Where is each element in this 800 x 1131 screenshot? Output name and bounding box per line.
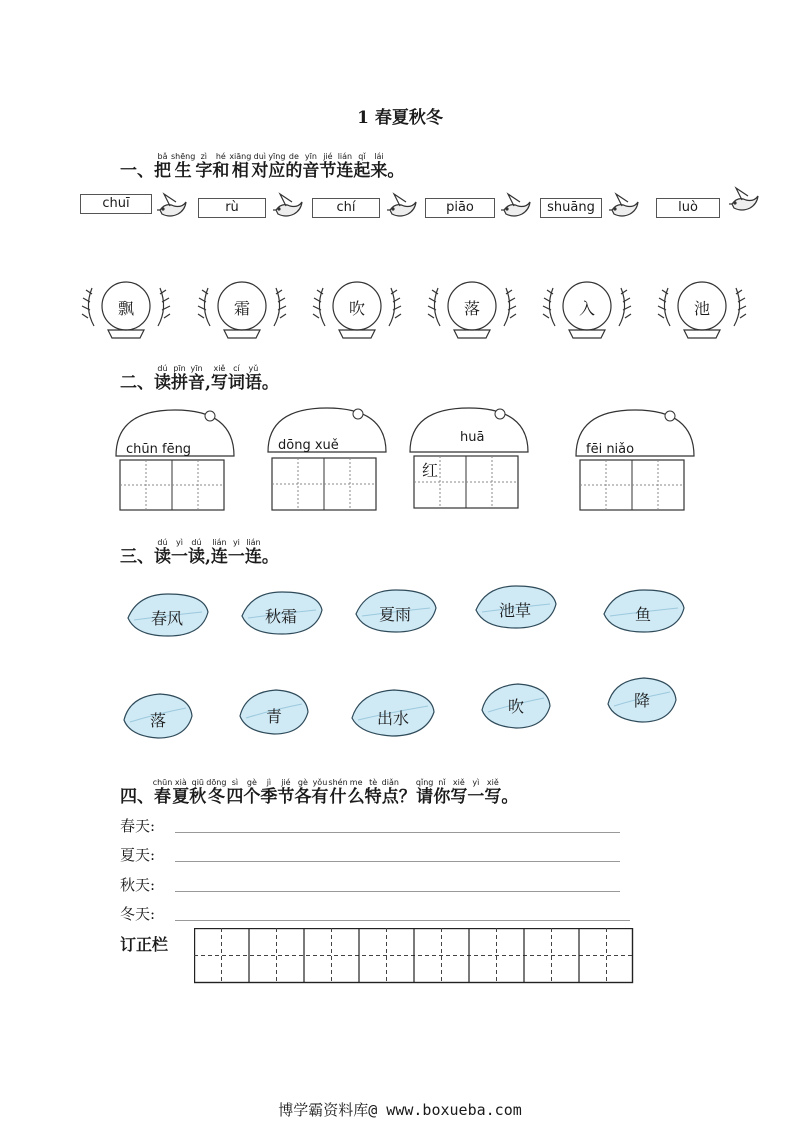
heading-pinyin: xiě	[450, 778, 468, 787]
heading-char: 秋qiū	[189, 778, 207, 807]
heading-char: 把bǎ	[154, 152, 171, 181]
correction-grid[interactable]	[194, 928, 634, 984]
heading-pinyin: me	[347, 778, 365, 787]
section-2-number: 二、	[120, 373, 154, 393]
heading-char: 各gè	[294, 778, 312, 807]
bird-icon	[496, 188, 536, 228]
heading-char: 读dú	[188, 538, 205, 567]
section-3-number: 三、	[120, 547, 154, 567]
pinyin-box-4[interactable]: piāo	[425, 198, 495, 218]
leaf-word: 出水	[376, 709, 409, 728]
character-label: 霜	[233, 299, 250, 318]
heading-char: 写xiě	[450, 778, 468, 807]
leaf-card[interactable]	[604, 674, 680, 728]
leaf-card[interactable]	[236, 686, 312, 740]
heading-pinyin: yīn	[188, 364, 205, 373]
word-pinyin: fēi niǎo	[586, 442, 635, 457]
heading-char: 连lián	[336, 152, 354, 181]
heading-char: ？	[398, 787, 416, 807]
heading-pinyin: jié	[319, 152, 337, 161]
heading-char: 读dú	[154, 538, 171, 567]
heading-pinyin: yīng	[268, 152, 286, 161]
leaf-row-top	[120, 590, 690, 640]
wreath-card[interactable]	[424, 272, 520, 348]
leaf-card[interactable]	[348, 686, 438, 742]
heading-char: 对duì	[251, 152, 269, 181]
heading-pinyin: yì	[467, 778, 485, 787]
leaf-card[interactable]	[124, 590, 212, 644]
word-house-4	[570, 404, 700, 514]
section-1-character-row	[78, 272, 788, 348]
wreath-card[interactable]	[194, 272, 290, 348]
word-house-3	[404, 404, 534, 514]
bird-icon	[382, 188, 422, 228]
heading-char: 一yi	[227, 538, 245, 567]
heading-pinyin: jié	[277, 778, 295, 787]
season-label-winter: 冬天:	[120, 905, 156, 923]
word-pinyin: huā	[460, 430, 485, 445]
heading-pinyin: gè	[243, 778, 261, 787]
heading-pinyin: lái	[370, 152, 388, 161]
season-label-spring: 春天:	[120, 817, 156, 835]
heading-pinyin: qǐng	[415, 778, 434, 787]
heading-pinyin: xià	[172, 778, 190, 787]
heading-pinyin: dú	[188, 538, 205, 547]
leaf-card[interactable]	[600, 586, 688, 640]
heading-char: 和hé	[212, 152, 230, 181]
heading-char: 节jié	[319, 152, 337, 181]
heading-char: 字zì	[195, 152, 213, 181]
heading-pinyin: yǔ	[244, 364, 262, 373]
heading-char: 生shēng	[171, 152, 196, 181]
heading-pinyin: yīn	[302, 152, 320, 161]
heading-char: ,	[205, 547, 211, 567]
heading-char: 春chūn	[152, 778, 173, 807]
wreath-card[interactable]	[539, 272, 635, 348]
heading-char: 。	[261, 547, 279, 567]
section-1-number: 一、	[120, 161, 154, 181]
footer-watermark: 博学霸资料库@ www.boxueba.com	[278, 1101, 522, 1119]
leaf-card[interactable]	[472, 582, 560, 636]
heading-pinyin: qiū	[189, 778, 207, 787]
wreath-card[interactable]	[78, 272, 174, 348]
heading-char: 语yǔ	[244, 364, 262, 393]
heading-char: 的de	[285, 152, 303, 181]
heading-pinyin: dú	[154, 364, 171, 373]
heading-char: 。	[387, 161, 405, 181]
house-roof-icon	[110, 404, 240, 514]
bird-icon	[152, 188, 192, 228]
season-label-autumn: 秋天:	[120, 876, 156, 894]
heading-pinyin: lián	[244, 538, 262, 547]
heading-char: 什shén	[328, 778, 348, 807]
leaf-card[interactable]	[352, 586, 440, 640]
heading-char: 相xiāng	[229, 152, 252, 181]
heading-pinyin: zì	[195, 152, 213, 161]
character-label: 池	[693, 299, 710, 318]
heading-pinyin: yi	[227, 538, 245, 547]
word-pinyin: dōng xuě	[278, 438, 339, 453]
answer-line-winter[interactable]	[175, 920, 630, 921]
heading-char: 。	[261, 373, 279, 393]
heading-char: 季jì	[260, 778, 278, 807]
heading-pinyin: xiě	[484, 778, 502, 787]
heading-pinyin: tè	[364, 778, 382, 787]
leaf-word: 落	[149, 711, 166, 730]
leaf-word: 春风	[150, 609, 183, 628]
leaf-word: 青	[265, 707, 282, 726]
section-3-heading	[120, 538, 279, 567]
heading-char: 冬dōng	[206, 778, 227, 807]
heading-char: 连lián	[210, 538, 228, 567]
leaf-card[interactable]	[478, 680, 554, 734]
heading-pinyin: dú	[154, 538, 171, 547]
bird-icon	[604, 188, 644, 228]
heading-pinyin: chūn	[152, 778, 173, 787]
answer-line-summer[interactable]	[175, 861, 620, 862]
section-4-heading	[120, 778, 518, 807]
heading-char: 点diǎn	[381, 778, 399, 807]
character-label: 吹	[348, 299, 365, 318]
word-house-2	[262, 404, 392, 514]
heading-pinyin: lián	[336, 152, 354, 161]
character-label: 飘	[117, 299, 134, 318]
heading-char: 写xiě	[484, 778, 502, 807]
pinyin-box-1[interactable]: chuī	[80, 194, 152, 214]
heading-pinyin: yǒu	[311, 778, 329, 787]
heading-char: 一yì	[467, 778, 485, 807]
heading-pinyin: xiāng	[229, 152, 252, 161]
heading-char: 来lái	[370, 152, 388, 181]
heading-char: 么me	[347, 778, 365, 807]
heading-char: 节jié	[277, 778, 295, 807]
leaf-row-bottom	[120, 686, 690, 736]
heading-pinyin: cí	[227, 364, 245, 373]
heading-char: 请qǐng	[415, 778, 434, 807]
heading-char: 应yīng	[268, 152, 286, 181]
heading-pinyin: sì	[226, 778, 244, 787]
correction-label: 订正栏	[120, 935, 169, 954]
heading-char: 读dú	[154, 364, 171, 393]
leaf-word: 池草	[498, 601, 531, 620]
section-2-heading	[120, 364, 279, 393]
pinyin-box-3[interactable]: chí	[312, 198, 380, 218]
heading-char: 写xiě	[210, 364, 228, 393]
page-title: 1 春夏秋冬	[357, 108, 443, 128]
house-roof-icon	[570, 404, 700, 514]
character-label: 入	[578, 299, 595, 318]
heading-char: 个gè	[243, 778, 261, 807]
answer-line-autumn[interactable]	[175, 891, 620, 892]
heading-char: 四sì	[226, 778, 244, 807]
pinyin-box-2[interactable]: rù	[198, 198, 266, 218]
heading-pinyin: nǐ	[433, 778, 451, 787]
heading-pinyin: xiě	[210, 364, 228, 373]
heading-char: 夏xià	[172, 778, 190, 807]
leaf-card[interactable]	[120, 690, 196, 744]
heading-pinyin: jì	[260, 778, 278, 787]
heading-pinyin: lián	[210, 538, 228, 547]
bird-icon	[724, 182, 764, 222]
bird-icon	[268, 188, 308, 228]
heading-char: ,	[205, 373, 211, 393]
house-roof-icon	[262, 404, 392, 514]
heading-char: 词cí	[227, 364, 245, 393]
heading-pinyin: qǐ	[353, 152, 371, 161]
leaf-word: 秋霜	[264, 607, 297, 626]
leaf-word: 鱼	[634, 605, 651, 624]
season-label-summer: 夏天:	[120, 846, 156, 864]
heading-pinyin: yì	[171, 538, 188, 547]
heading-pinyin: de	[285, 152, 303, 161]
pinyin-box-6[interactable]: luò	[656, 198, 720, 218]
heading-char: 音yīn	[188, 364, 205, 393]
heading-char: 有yǒu	[311, 778, 329, 807]
heading-pinyin: duì	[251, 152, 269, 161]
section-1-heading	[120, 152, 404, 181]
word-pinyin: chūn fēng	[126, 442, 192, 457]
heading-pinyin: shēng	[171, 152, 196, 161]
heading-pinyin: dōng	[206, 778, 227, 787]
section-4-number: 四、	[120, 787, 154, 807]
heading-char: 你nǐ	[433, 778, 451, 807]
leaf-word: 降	[633, 691, 650, 710]
word-house-1	[110, 404, 240, 514]
heading-char: 一yì	[171, 538, 188, 567]
answer-line-spring[interactable]	[175, 832, 620, 833]
leaf-word: 夏雨	[378, 605, 411, 624]
heading-pinyin: diǎn	[381, 778, 399, 787]
pinyin-box-5[interactable]: shuāng	[540, 198, 602, 218]
heading-char: 连lián	[244, 538, 262, 567]
heading-char: 。	[501, 787, 519, 807]
wreath-card[interactable]	[309, 272, 405, 348]
heading-pinyin: bǎ	[154, 152, 171, 161]
heading-pinyin: gè	[294, 778, 312, 787]
heading-char: 拼pīn	[171, 364, 188, 393]
prefilled-character: 红	[422, 461, 439, 480]
heading-pinyin: hé	[212, 152, 230, 161]
character-label: 落	[463, 299, 480, 318]
heading-pinyin: shén	[328, 778, 348, 787]
leaf-card[interactable]	[238, 588, 326, 642]
heading-char: 音yīn	[302, 152, 320, 181]
heading-pinyin: pīn	[171, 364, 188, 373]
section-1-pinyin-row	[80, 188, 780, 238]
wreath-card[interactable]	[654, 272, 750, 348]
heading-char: 起qǐ	[353, 152, 371, 181]
heading-char: 特tè	[364, 778, 382, 807]
leaf-word: 吹	[507, 697, 524, 716]
